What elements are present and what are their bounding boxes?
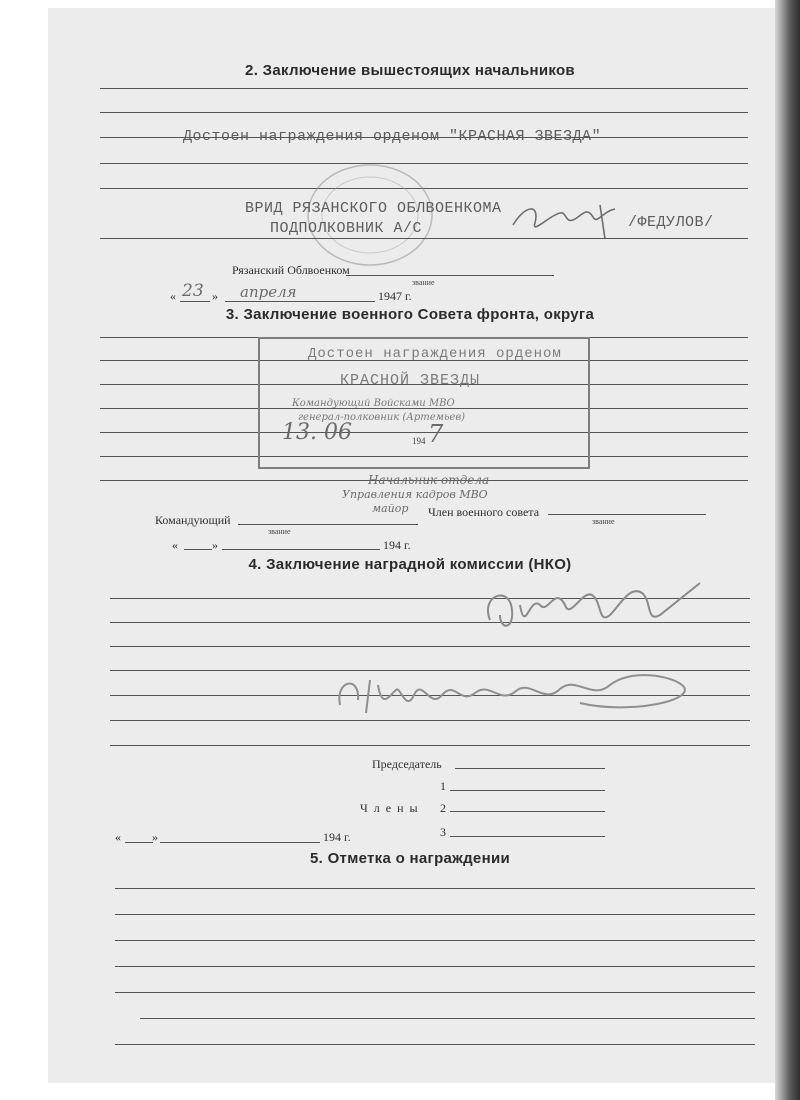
stamp-date-handwritten: 13. 06 bbox=[282, 420, 352, 445]
date-year: 194 г. bbox=[383, 538, 411, 552]
commander-label: Командующий bbox=[155, 513, 231, 527]
rule-line bbox=[140, 1018, 755, 1019]
stamp-line-2: КРАСНОЙ ЗВЕЗДЫ bbox=[340, 372, 481, 389]
date-open-quote: « bbox=[115, 830, 121, 844]
member-2-signature-line bbox=[450, 811, 605, 812]
member-2-number: 2 bbox=[440, 801, 446, 815]
date-year: 194 г. bbox=[323, 830, 351, 844]
dept-head-line-1: Начальник отдела bbox=[368, 473, 490, 487]
signature-line bbox=[346, 275, 554, 276]
rule-line bbox=[115, 1044, 755, 1045]
date-open-quote: « bbox=[170, 289, 176, 303]
members-label: Члены bbox=[360, 801, 424, 815]
rule-line bbox=[115, 940, 755, 941]
date-open-quote: « bbox=[172, 538, 178, 552]
signer-surname: /ФЕДУЛОВ/ bbox=[628, 214, 714, 231]
stamp-year-handwritten: 7 bbox=[428, 420, 444, 448]
member-1-signature-line bbox=[450, 790, 605, 791]
stamp-line-4: генерал-полковник (Артемьев) bbox=[298, 412, 466, 423]
date-close-quote: » bbox=[152, 830, 158, 844]
section-4-heading: 4. Заключение наградной комиссии (НКО) bbox=[248, 556, 572, 573]
section-2-heading: 2. Заключение вышестоящих начальников bbox=[245, 62, 575, 79]
scan-edge-shadow bbox=[775, 0, 800, 1100]
chairman-label: Председатель bbox=[372, 757, 442, 771]
stamp-year-prefix: 194 bbox=[412, 436, 426, 446]
rule-line bbox=[110, 745, 750, 746]
rule-line bbox=[115, 914, 755, 915]
section-3-heading: 3. Заключение военного Совета фронта, округа bbox=[225, 306, 595, 323]
council-member-rank-caption: звание bbox=[592, 517, 615, 526]
date-month-line bbox=[160, 842, 320, 843]
rule-line bbox=[115, 888, 755, 889]
member-3-signature-line bbox=[450, 836, 605, 837]
rule-line bbox=[115, 992, 755, 993]
date-day: 23 bbox=[182, 281, 204, 301]
member-3-number: 3 bbox=[440, 825, 446, 839]
rule-line bbox=[110, 646, 750, 647]
org-label: Рязанский Облвоенком bbox=[232, 263, 350, 277]
member-1-number: 1 bbox=[440, 779, 446, 793]
date-close-quote: » bbox=[212, 289, 218, 303]
council-member-signature-line bbox=[548, 514, 706, 515]
rule-line bbox=[100, 137, 748, 138]
date-month-line bbox=[222, 549, 380, 550]
date-month-line bbox=[225, 301, 375, 302]
signature-commission-1 bbox=[470, 575, 710, 645]
rule-line bbox=[115, 966, 755, 967]
signer-position-line-1: ВРИД РЯЗАНСКОГО ОБЛВОЕНКОМА bbox=[245, 200, 502, 217]
rule-line bbox=[100, 88, 748, 89]
date-year: 1947 г. bbox=[378, 289, 412, 303]
signature-commission-2 bbox=[330, 655, 730, 725]
section-5-heading: 5. Отметка о награждении bbox=[310, 850, 510, 867]
rule-line bbox=[100, 238, 748, 239]
date-day-line bbox=[184, 549, 212, 550]
rule-line bbox=[100, 112, 748, 113]
dept-head-line-2: Управления кадров МВО bbox=[342, 488, 488, 501]
date-day-line bbox=[125, 842, 153, 843]
stamp-line-3: Командующий Войсками МВО bbox=[292, 398, 455, 409]
chairman-signature-line bbox=[455, 768, 605, 769]
signer-position-line-2: ПОДПОЛКОВНИК А/С bbox=[270, 220, 423, 237]
section-2-conclusion-text: Достоен награждения орденом "КРАСНАЯ ЗВЕЗДА" bbox=[183, 128, 602, 145]
dept-head-line-3: майор bbox=[372, 502, 409, 515]
stamp-line-1: Достоен награждения орденом bbox=[308, 346, 562, 362]
rank-caption: звание bbox=[412, 278, 435, 287]
date-close-quote: » bbox=[212, 538, 218, 552]
council-member-label: Член военного совета bbox=[428, 505, 540, 519]
date-month: апреля bbox=[240, 283, 297, 301]
date-day-line bbox=[180, 301, 210, 302]
commander-signature-line bbox=[238, 524, 418, 525]
commander-rank-caption: звание bbox=[268, 527, 291, 536]
